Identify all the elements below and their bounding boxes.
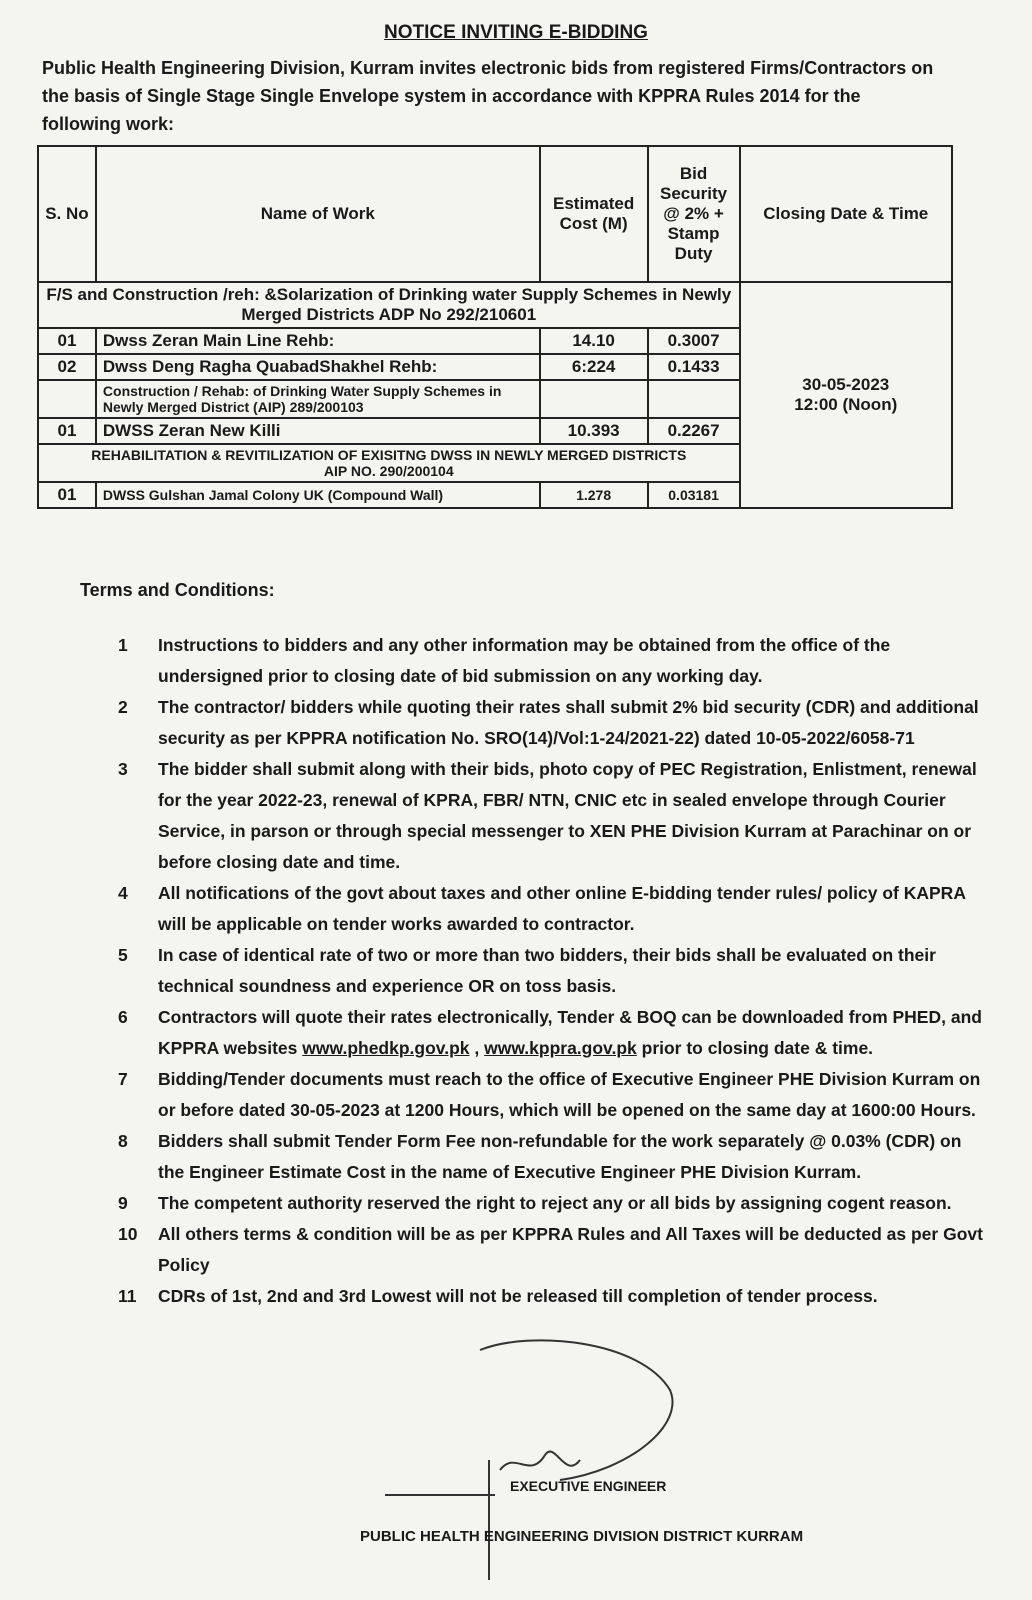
term-text: All others terms & condition will be as per KPPRA Rules and All Taxes will be deducted as per Govt Policy bbox=[158, 1224, 983, 1275]
term-text: The bidder shall submit along with their bids, photo copy of PEC Registration, Enlistment, renewal for the year 2022-23, renewal of KPRA, FBR/ NTN, CNIC etc in sealed envelope through Courier Service, in parson or through special messenger to XEN PHE Division Kurram at Parachinar on or before closing date and time. bbox=[158, 759, 977, 872]
row-security: 0.2267 bbox=[648, 418, 740, 444]
term-number: 5 bbox=[118, 945, 128, 965]
row-security: 0.3007 bbox=[648, 328, 740, 354]
kppra-link[interactable]: www.kppra.gov.pk bbox=[484, 1038, 637, 1058]
list-item bbox=[118, 1002, 988, 1064]
term-text-tail: prior to closing date & time. bbox=[636, 1038, 874, 1058]
term-text: Bidding/Tender documents must reach to the office of Executive Engineer PHE Division Kurram on or before dated 30-05-2023 at 1200 Hours, which will be opened on the same day at 1600:00 Hours. bbox=[158, 1069, 981, 1120]
term-text: The competent authority reserved the right to reject any or all bids by assigning cogent reason. bbox=[158, 1193, 952, 1213]
row-cost: 1.278 bbox=[540, 482, 648, 508]
term-text: CDRs of 1st, 2nd and 3rd Lowest will not be released till completion of tender process. bbox=[158, 1286, 878, 1306]
group3-heading-aip: AIP NO. 290/200104 bbox=[323, 463, 454, 479]
term-number: 8 bbox=[118, 1131, 128, 1151]
row-cost: 6:224 bbox=[540, 354, 648, 380]
header-security: Bid Security @ 2% + Stamp Duty bbox=[648, 146, 740, 282]
term-number: 2 bbox=[118, 697, 128, 717]
row-name: DWSS Gulshan Jamal Colony UK (Compound Wall) bbox=[96, 482, 540, 508]
list-item bbox=[118, 1064, 988, 1126]
row-cost: 10.393 bbox=[540, 418, 648, 444]
term-text: Contractors will quote their rates electronically, Tender & BOQ can be downloaded from PHED, and KPPRA websites bbox=[158, 1007, 982, 1058]
header-sno: S. No bbox=[38, 146, 96, 282]
list-item bbox=[118, 878, 988, 940]
row-sno: 01 bbox=[38, 328, 96, 354]
row-sno: 02 bbox=[38, 354, 96, 380]
term-number: 6 bbox=[118, 1007, 128, 1027]
term-number: 9 bbox=[118, 1193, 128, 1213]
term-text: Instructions to bidders and any other information may be obtained from the office of the undersigned prior to closing date of bid submission on any working day. bbox=[158, 635, 891, 686]
list-item bbox=[118, 754, 988, 878]
term-number: 1 bbox=[118, 635, 128, 655]
term-number: 11 bbox=[118, 1286, 137, 1306]
term-number: 3 bbox=[118, 759, 128, 779]
row-cost: 14.10 bbox=[540, 328, 648, 354]
phedkp-link[interactable]: www.phedkp.gov.pk bbox=[302, 1038, 470, 1058]
list-item bbox=[118, 1281, 988, 1312]
term-number: 4 bbox=[118, 883, 128, 903]
works-table bbox=[37, 145, 953, 509]
list-item bbox=[118, 940, 988, 1002]
term-text: Bidders shall submit Tender Form Fee non-refundable for the work separately @ 0.03% (CDR) on the Engineer Estimate Cost in the name of Executive Engineer PHE Division Kurram. bbox=[158, 1131, 962, 1182]
term-number: 10 bbox=[118, 1224, 138, 1244]
list-item bbox=[118, 692, 988, 754]
signature-stroke bbox=[488, 1460, 490, 1580]
term-text: All notifications of the govt about taxes and other online E-bidding tender rules/ policy of KAPRA will be applicable on tender works awarded to contractor. bbox=[158, 883, 966, 934]
row-name: DWSS Zeran New Killi bbox=[96, 418, 540, 444]
header-name: Name of Work bbox=[96, 146, 540, 282]
row-sno: 01 bbox=[38, 482, 96, 508]
closing-time: 12:00 (Noon) bbox=[794, 395, 898, 414]
list-item bbox=[118, 630, 988, 692]
row-security: 0.1433 bbox=[648, 354, 740, 380]
group3-heading-main: REHABILITATION & REVITILIZATION OF EXISITNG DWSS IN NEWLY MERGED DISTRICTS bbox=[91, 447, 687, 463]
row-name: Dwss Zeran Main Line Rehb: bbox=[96, 328, 540, 354]
row-sno: 01 bbox=[38, 418, 96, 444]
link-separator: , bbox=[469, 1038, 485, 1058]
group1-heading: F/S and Construction /reh: &Solarization of Drinking water Supply Schemes in Newly Merged Districts ADP No 292/210601 bbox=[38, 282, 740, 328]
intro-paragraph: Public Health Engineering Division, Kurram invites electronic bids from registered Firms/Contractors on the basis of Single Stage Single Envelope system in accordance with KPPRA Rules 2014 for the following work: bbox=[42, 58, 934, 134]
notice-title: NOTICE INVITING E-BIDDING bbox=[384, 22, 648, 43]
closing-cell bbox=[740, 282, 952, 508]
term-text: The contractor/ bidders while quoting their rates shall submit 2% bid security (CDR) and additional security as per KPPRA notification No. SRO(14)/Vol:1-24/2021-22) dated 10-05-2022/6058-71 bbox=[158, 697, 979, 748]
terms-list bbox=[118, 630, 988, 1312]
term-number: 7 bbox=[118, 1069, 128, 1089]
signature-line bbox=[385, 1494, 495, 1496]
list-item bbox=[118, 1188, 988, 1219]
row-security: 0.03181 bbox=[648, 482, 740, 508]
group1-heading-row bbox=[38, 282, 952, 328]
term-text: In case of identical rate of two or more than two bidders, their bids shall be evaluated on their technical soundness and experience OR on toss basis. bbox=[158, 945, 936, 996]
list-item bbox=[118, 1126, 988, 1188]
signature-scribble bbox=[470, 1330, 690, 1490]
group2-heading: Construction / Rehab: of Drinking Water Supply Schemes in Newly Merged District (AIP) 289/200103 bbox=[96, 380, 540, 418]
header-cost: Estimated Cost (M) bbox=[540, 146, 648, 282]
terms-title: Terms and Conditions: bbox=[80, 580, 275, 600]
header-closing: Closing Date & Time bbox=[740, 146, 952, 282]
closing-date: 30-05-2023 bbox=[802, 375, 890, 394]
row-name: Dwss Deng Ragha QuabadShakhel Rehb: bbox=[96, 354, 540, 380]
table-header-row bbox=[38, 146, 952, 282]
signatory-title: EXECUTIVE ENGINEER bbox=[510, 1478, 667, 1494]
list-item bbox=[118, 1219, 988, 1281]
group3-heading bbox=[38, 444, 740, 482]
signatory-office: PUBLIC HEALTH ENGINEERING DIVISION DISTRICT KURRAM bbox=[360, 1528, 804, 1545]
